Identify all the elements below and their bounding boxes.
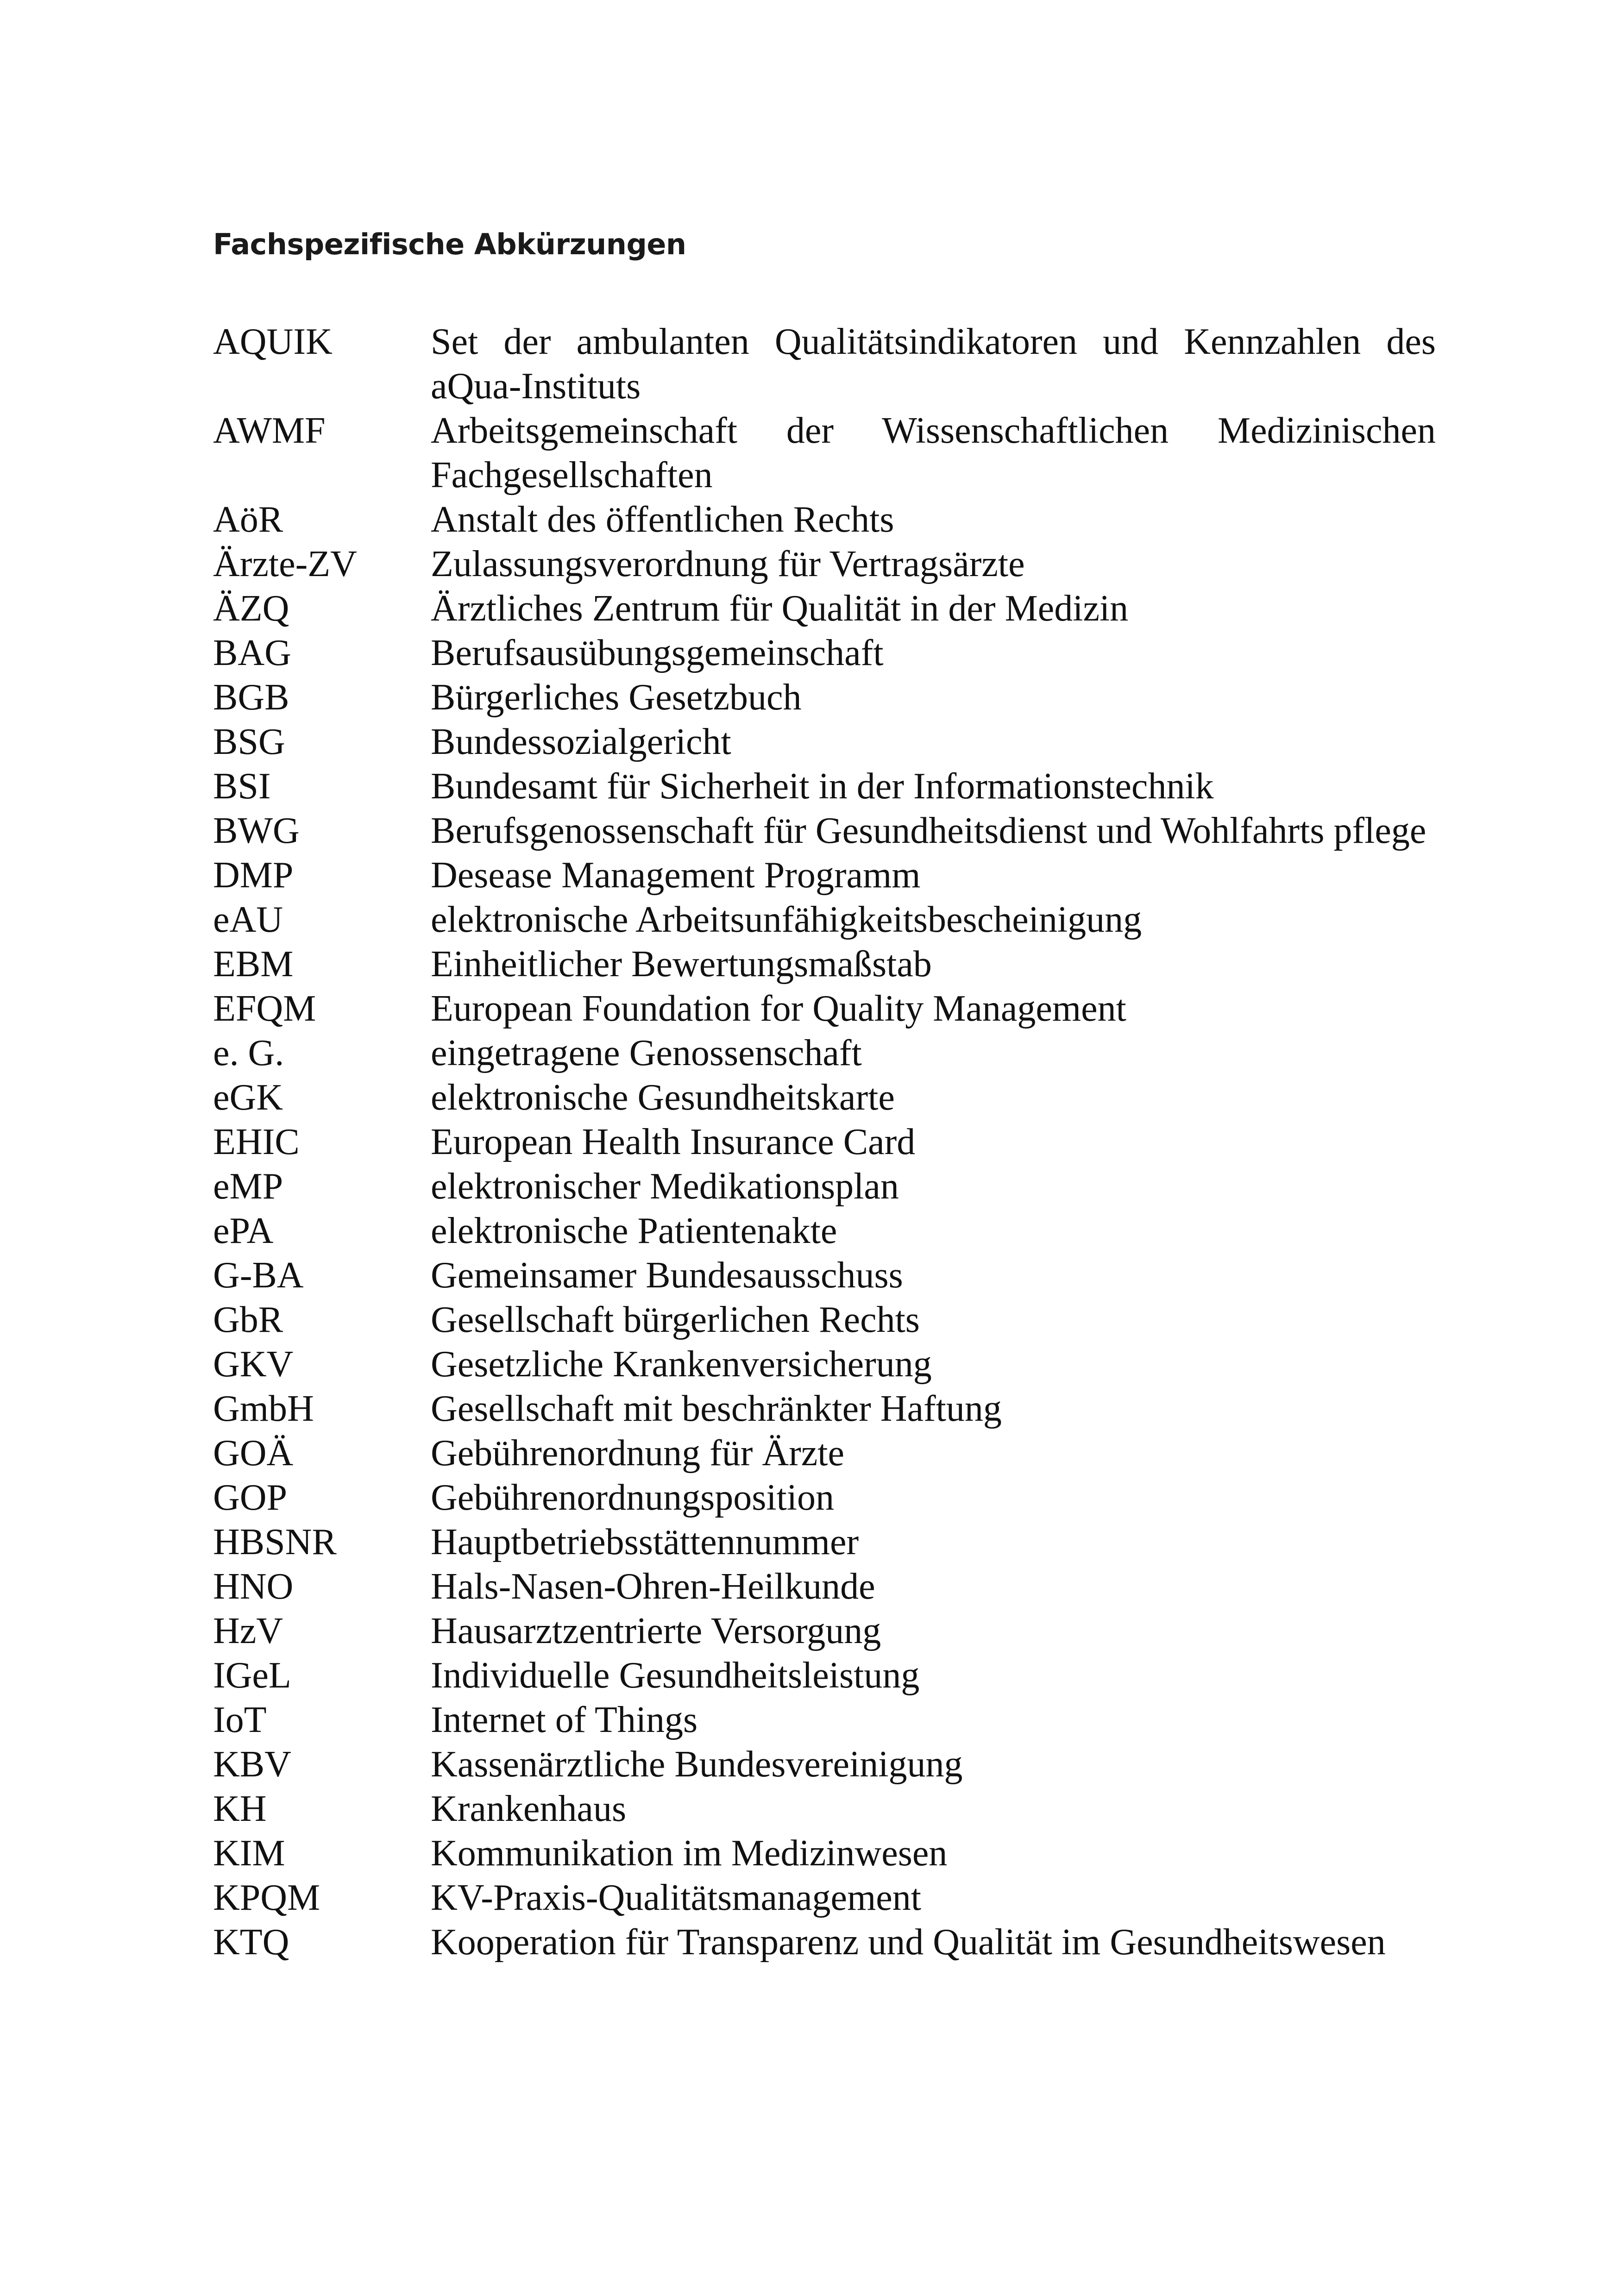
abbreviation-term: BSG	[213, 721, 285, 762]
abbreviation-term: EFQM	[213, 988, 316, 1029]
abbreviation-definition: Arbeitsgemeinschaft der Wissenschaftlichen Medizinischen Fachgesellschaften	[431, 410, 1436, 496]
abbreviation-term: EHIC	[213, 1122, 300, 1162]
abbreviation-list	[213, 320, 1436, 1964]
abbreviation-definition: Bundessozialgericht	[431, 721, 731, 762]
abbreviation-entry	[213, 1742, 1436, 1787]
abbreviation-entry	[213, 1698, 1436, 1742]
abbreviation-definition: Kommunikation im Medizinwesen	[431, 1833, 948, 1874]
abbreviation-term: ÄZQ	[213, 588, 289, 629]
abbreviation-term: AQUIK	[213, 321, 333, 362]
abbreviation-definition: European Foundation for Quality Management	[431, 988, 1126, 1029]
abbreviation-entry	[213, 942, 1436, 986]
abbreviation-definition: Set der ambulanten Qualitätsindikatoren und Kennzahlen des aQua-Instituts	[431, 321, 1436, 407]
abbreviation-term: BAG	[213, 633, 291, 673]
abbreviation-definition: Hausarztzentrierte Versorgung	[431, 1611, 881, 1651]
abbreviation-definition: Berufsgenossenschaft für Gesundheitsdienst und Wohlfahrts pflege	[431, 810, 1426, 851]
abbreviation-entry	[213, 1431, 1436, 1475]
abbreviation-term: eAU	[213, 899, 283, 940]
abbreviation-term: IGeL	[213, 1655, 291, 1696]
abbreviation-definition: Krankenhaus	[431, 1788, 627, 1829]
abbreviation-entry	[213, 1298, 1436, 1342]
abbreviation-definition: KV-Praxis-Qualitätsmanagement	[431, 1877, 922, 1918]
abbreviation-definition: Einheitlicher Bewertungsmaßstab	[431, 944, 932, 985]
abbreviation-entry	[213, 1253, 1436, 1298]
abbreviation-term: ePA	[213, 1211, 274, 1251]
abbreviation-definition: Hals-Nasen-Ohren-Heilkunde	[431, 1566, 875, 1607]
abbreviation-term: HzV	[213, 1611, 283, 1651]
abbreviation-definition: European Health Insurance Card	[431, 1122, 916, 1162]
abbreviation-definition: Anstalt des öffentlichen Rechts	[431, 499, 894, 540]
abbreviation-entry	[213, 986, 1436, 1031]
abbreviation-entry	[213, 542, 1436, 586]
abbreviation-term: eGK	[213, 1077, 283, 1118]
abbreviation-term: GmbH	[213, 1388, 314, 1429]
abbreviation-definition: Bürgerliches Gesetzbuch	[431, 677, 802, 718]
abbreviation-entry	[213, 586, 1436, 631]
abbreviation-term: HNO	[213, 1566, 294, 1607]
abbreviation-entry	[213, 320, 1436, 408]
abbreviation-term: KIM	[213, 1833, 285, 1874]
abbreviation-entry	[213, 1876, 1436, 1920]
abbreviation-term: GKV	[213, 1344, 294, 1385]
abbreviation-entry	[213, 1031, 1436, 1075]
abbreviation-entry	[213, 408, 1436, 497]
abbreviation-term: EBM	[213, 944, 294, 985]
abbreviation-entry	[213, 1653, 1436, 1698]
abbreviation-term: HBSNR	[213, 1522, 337, 1562]
abbreviation-definition: Hauptbetriebsstättennummer	[431, 1522, 859, 1562]
abbreviation-definition: Kassenärztliche Bundesvereinigung	[431, 1744, 963, 1785]
abbreviation-entry	[213, 497, 1436, 542]
abbreviation-term: AWMF	[213, 410, 326, 451]
abbreviation-definition: Gebührenordnung für Ärzte	[431, 1433, 845, 1474]
abbreviation-term: KBV	[213, 1744, 291, 1785]
abbreviation-term: eMP	[213, 1166, 283, 1207]
abbreviation-term: KTQ	[213, 1922, 289, 1963]
abbreviation-entry	[213, 631, 1436, 675]
abbreviation-entry	[213, 897, 1436, 942]
abbreviation-term: BSI	[213, 766, 271, 807]
abbreviation-entry	[213, 1520, 1436, 1564]
abbreviation-definition: elektronische Arbeitsunfähigkeitsbescheinigung	[431, 899, 1142, 940]
abbreviation-definition: Gemeinsamer Bundesausschuss	[431, 1255, 903, 1296]
abbreviation-definition: Internet of Things	[431, 1700, 698, 1740]
abbreviation-entry	[213, 853, 1436, 897]
abbreviation-term: GOP	[213, 1477, 288, 1518]
abbreviation-definition: Individuelle Gesundheitsleistung	[431, 1655, 920, 1696]
abbreviation-entry	[213, 1564, 1436, 1609]
abbreviation-entry	[213, 1120, 1436, 1164]
abbreviation-term: KPQM	[213, 1877, 320, 1918]
page-title: Fachspezifische Abkürzungen	[213, 227, 686, 261]
abbreviation-entry	[213, 1342, 1436, 1386]
abbreviation-term: BWG	[213, 810, 300, 851]
abbreviation-term: DMP	[213, 855, 294, 896]
abbreviation-entry	[213, 720, 1436, 764]
abbreviation-definition: Berufsausübungsgemeinschaft	[431, 633, 884, 673]
abbreviation-entry	[213, 1164, 1436, 1209]
abbreviation-entry	[213, 1475, 1436, 1520]
abbreviation-definition: Gebührenordnungsposition	[431, 1477, 835, 1518]
abbreviation-term: e. G.	[213, 1033, 284, 1073]
abbreviation-definition: Gesellschaft bürgerlichen Rechts	[431, 1299, 920, 1340]
abbreviation-entry	[213, 1920, 1436, 1964]
abbreviation-definition: Zulassungsverordnung für Vertragsärzte	[431, 544, 1025, 584]
abbreviation-definition: Kooperation für Transparenz und Qualität im Gesundheitswesen	[431, 1922, 1386, 1963]
abbreviation-term: GbR	[213, 1299, 283, 1340]
abbreviation-term: G-BA	[213, 1255, 304, 1296]
abbreviation-term: GOÄ	[213, 1433, 294, 1474]
abbreviation-definition: elektronischer Medikationsplan	[431, 1166, 899, 1207]
abbreviation-term: BGB	[213, 677, 289, 718]
abbreviation-definition: elektronische Patientenakte	[431, 1211, 837, 1251]
abbreviation-definition: Gesellschaft mit beschränkter Haftung	[431, 1388, 1002, 1429]
abbreviation-entry	[213, 764, 1436, 809]
abbreviation-term: Ärzte-ZV	[213, 544, 357, 584]
abbreviation-entry	[213, 1787, 1436, 1831]
abbreviation-term: AöR	[213, 499, 283, 540]
abbreviation-term: IoT	[213, 1700, 267, 1740]
abbreviation-definition: eingetragene Genossenschaft	[431, 1033, 862, 1073]
abbreviation-entry	[213, 1831, 1436, 1876]
abbreviation-entry	[213, 1609, 1436, 1653]
abbreviation-entry	[213, 1386, 1436, 1431]
abbreviation-definition: Bundesamt für Sicherheit in der Informationstechnik	[431, 766, 1214, 807]
abbreviation-definition: elektronische Gesundheitskarte	[431, 1077, 895, 1118]
abbreviation-definition: Desease Management Programm	[431, 855, 921, 896]
abbreviation-entry	[213, 1075, 1436, 1120]
abbreviation-entry	[213, 809, 1436, 853]
abbreviation-entry	[213, 675, 1436, 720]
abbreviation-term: KH	[213, 1788, 267, 1829]
abbreviation-definition: Ärztliches Zentrum für Qualität in der Medizin	[431, 588, 1129, 629]
abbreviation-entry	[213, 1209, 1436, 1253]
abbreviation-definition: Gesetzliche Krankenversicherung	[431, 1344, 932, 1385]
